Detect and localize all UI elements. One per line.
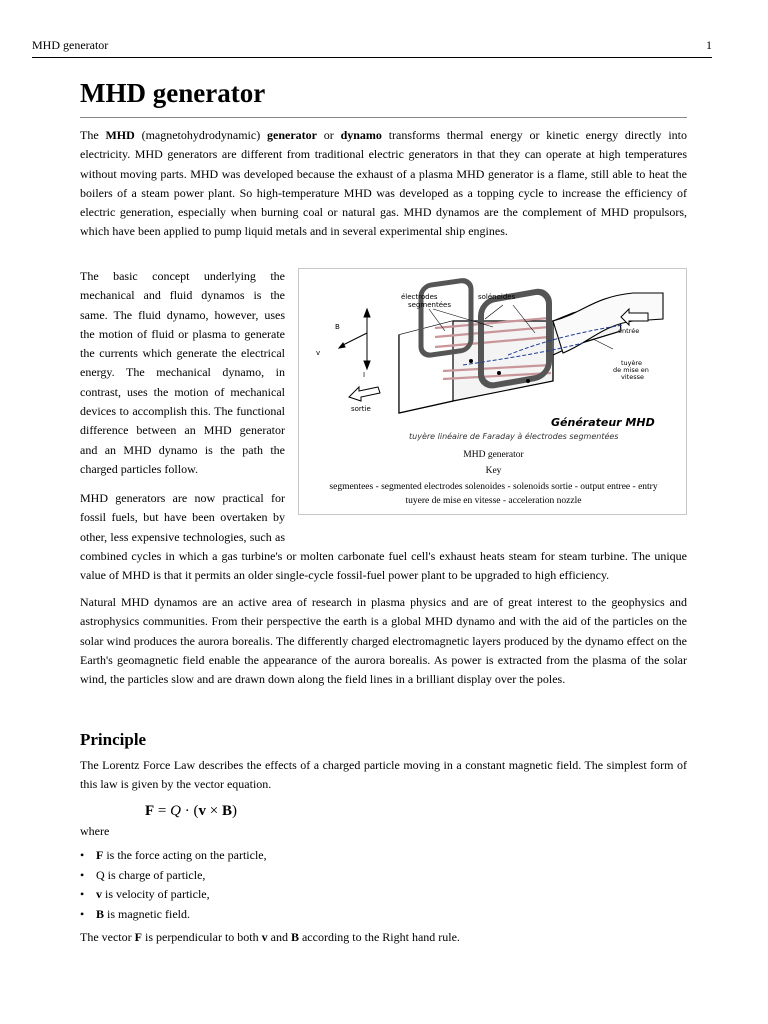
particle-dot [469, 359, 473, 363]
principle-paragraph: The Lorentz Force Law describes the effects of a charged particle moving in a constant magnetic field. The simplest form of this law is given by the vector equation. [80, 758, 687, 792]
particle-dot [526, 379, 530, 383]
term-generator: generator [267, 128, 317, 142]
list-item: • F is the force acting on the particle, [80, 846, 267, 866]
list-item: • Q is charge of particle, [80, 866, 267, 886]
figure-caption-key-line2: tuyere de mise en vitesse - acceleration nozzle [405, 496, 582, 506]
concept-paragraph: The basic concept underlying the mechanical and fluid dynamos is the same. The fluid dynamo, however, uses the motion of fluid or plasma to generate the currents which generate the electrical energy. The mechanical dynamo, in contrast, uses the motion of mechanical devices to accomplish this. The functional difference between an MHD generator and an MHD dynamo is the path the charged particles follow. [80, 269, 285, 476]
header-divider [32, 57, 712, 58]
right-hand-rule-paragraph: The vector F is perpendicular to both v and B according to the Right hand rule. [80, 930, 460, 944]
section-heading-principle: Principle [80, 730, 147, 749]
term-mhd: MHD [105, 128, 135, 142]
label-electrodes: électrodes [401, 293, 438, 301]
mhd-generator-diagram [303, 273, 683, 445]
page-number: 1 [706, 38, 712, 52]
title-divider [80, 117, 687, 118]
axis-i-label: I [363, 371, 366, 379]
variable-list [80, 846, 267, 924]
article-title: MHD generator [80, 78, 266, 108]
practicality-paragraph: MHD generators are now practical for fossil fuels, but have been overtaken by other, less expensive technologies, such as combined cycles in which a gas turbine's or molten carbonate fuel cell's exhaust heats steam for steam turbine. The unique value of MHD is that it permits an older single-cycle fossil-fuel power plant to be upgraded to high efficiency. [80, 491, 687, 583]
label-tuyere: tuyère [621, 359, 643, 367]
axis-v-label: v [316, 349, 321, 357]
label-vitesse: vitesse [621, 373, 644, 381]
where-label: where [80, 824, 110, 838]
lorentz-equation: F = Q · (v × B) [145, 803, 237, 819]
figure-caption-title: MHD generator [463, 450, 524, 460]
acceleration-nozzle [553, 293, 663, 353]
intro-paragraph: The MHD (magnetohydrodynamic) generator or dynamo transforms thermal energy or kinetic energy directly into electricity. MHD generators are different from traditional electric generators in that they can operate at high temperatures without moving parts. MHD was developed because the exhaust of a plasma MHD generator is a flame, still able to heat the boilers of a steam power plant. So high-temperature MHD was developed as a topping cycle to increase the efficiency of electric generation, especially when burning coal or natural gas. MHD dynamos are the complement of MHD propulsors, which have been applied to pump liquid metals and in several experimental ship engines. [80, 128, 688, 239]
figure-caption-key-line1: segmentees - segmented electrodes solenoides - solenoids sortie - output entree - entry [329, 482, 658, 492]
axis-b-label: B [335, 323, 340, 331]
label-sortie: sortie [351, 405, 371, 413]
figure-subheading: tuyère linéaire de Faraday à électrodes segmentées [409, 432, 619, 441]
label-entree: entrée [618, 327, 640, 335]
label-de-mise-en: de mise en [613, 366, 649, 374]
sortie-arrow-icon [349, 387, 380, 401]
particle-dot [497, 371, 501, 375]
list-item: • v is velocity of particle, [80, 885, 267, 905]
figure-caption-key: Key [485, 466, 502, 476]
mhd-generator-figure [298, 268, 687, 515]
figure-heading: Générateur MHD [551, 416, 655, 429]
running-header [32, 38, 712, 56]
list-item: • B is magnetic field. [80, 905, 267, 925]
axis-triad [339, 309, 370, 369]
term-dynamo: dynamo [340, 128, 382, 142]
label-segmentees: segmentées [408, 301, 451, 309]
natural-dynamos-paragraph: Natural MHD dynamos are an active area of research in plasma physics and are of great interest to the geophysics and astrophysics communities. From their perspective the earth is a global MHD dynamo and with the aid of the particles on the solar wind produces the aurora borealis. The differently charged electromagnetic layers produced by the dynamo effect on the Earth's geomagnetic field enable the appearance of the aurora borealis. As power is extracted from the plasma of the solar wind, the particles slow and are drawn down along the field lines in a brilliant display over the poles. [80, 595, 687, 687]
label-solenoides: solénoides [478, 293, 516, 301]
running-title: MHD generator [32, 38, 109, 52]
